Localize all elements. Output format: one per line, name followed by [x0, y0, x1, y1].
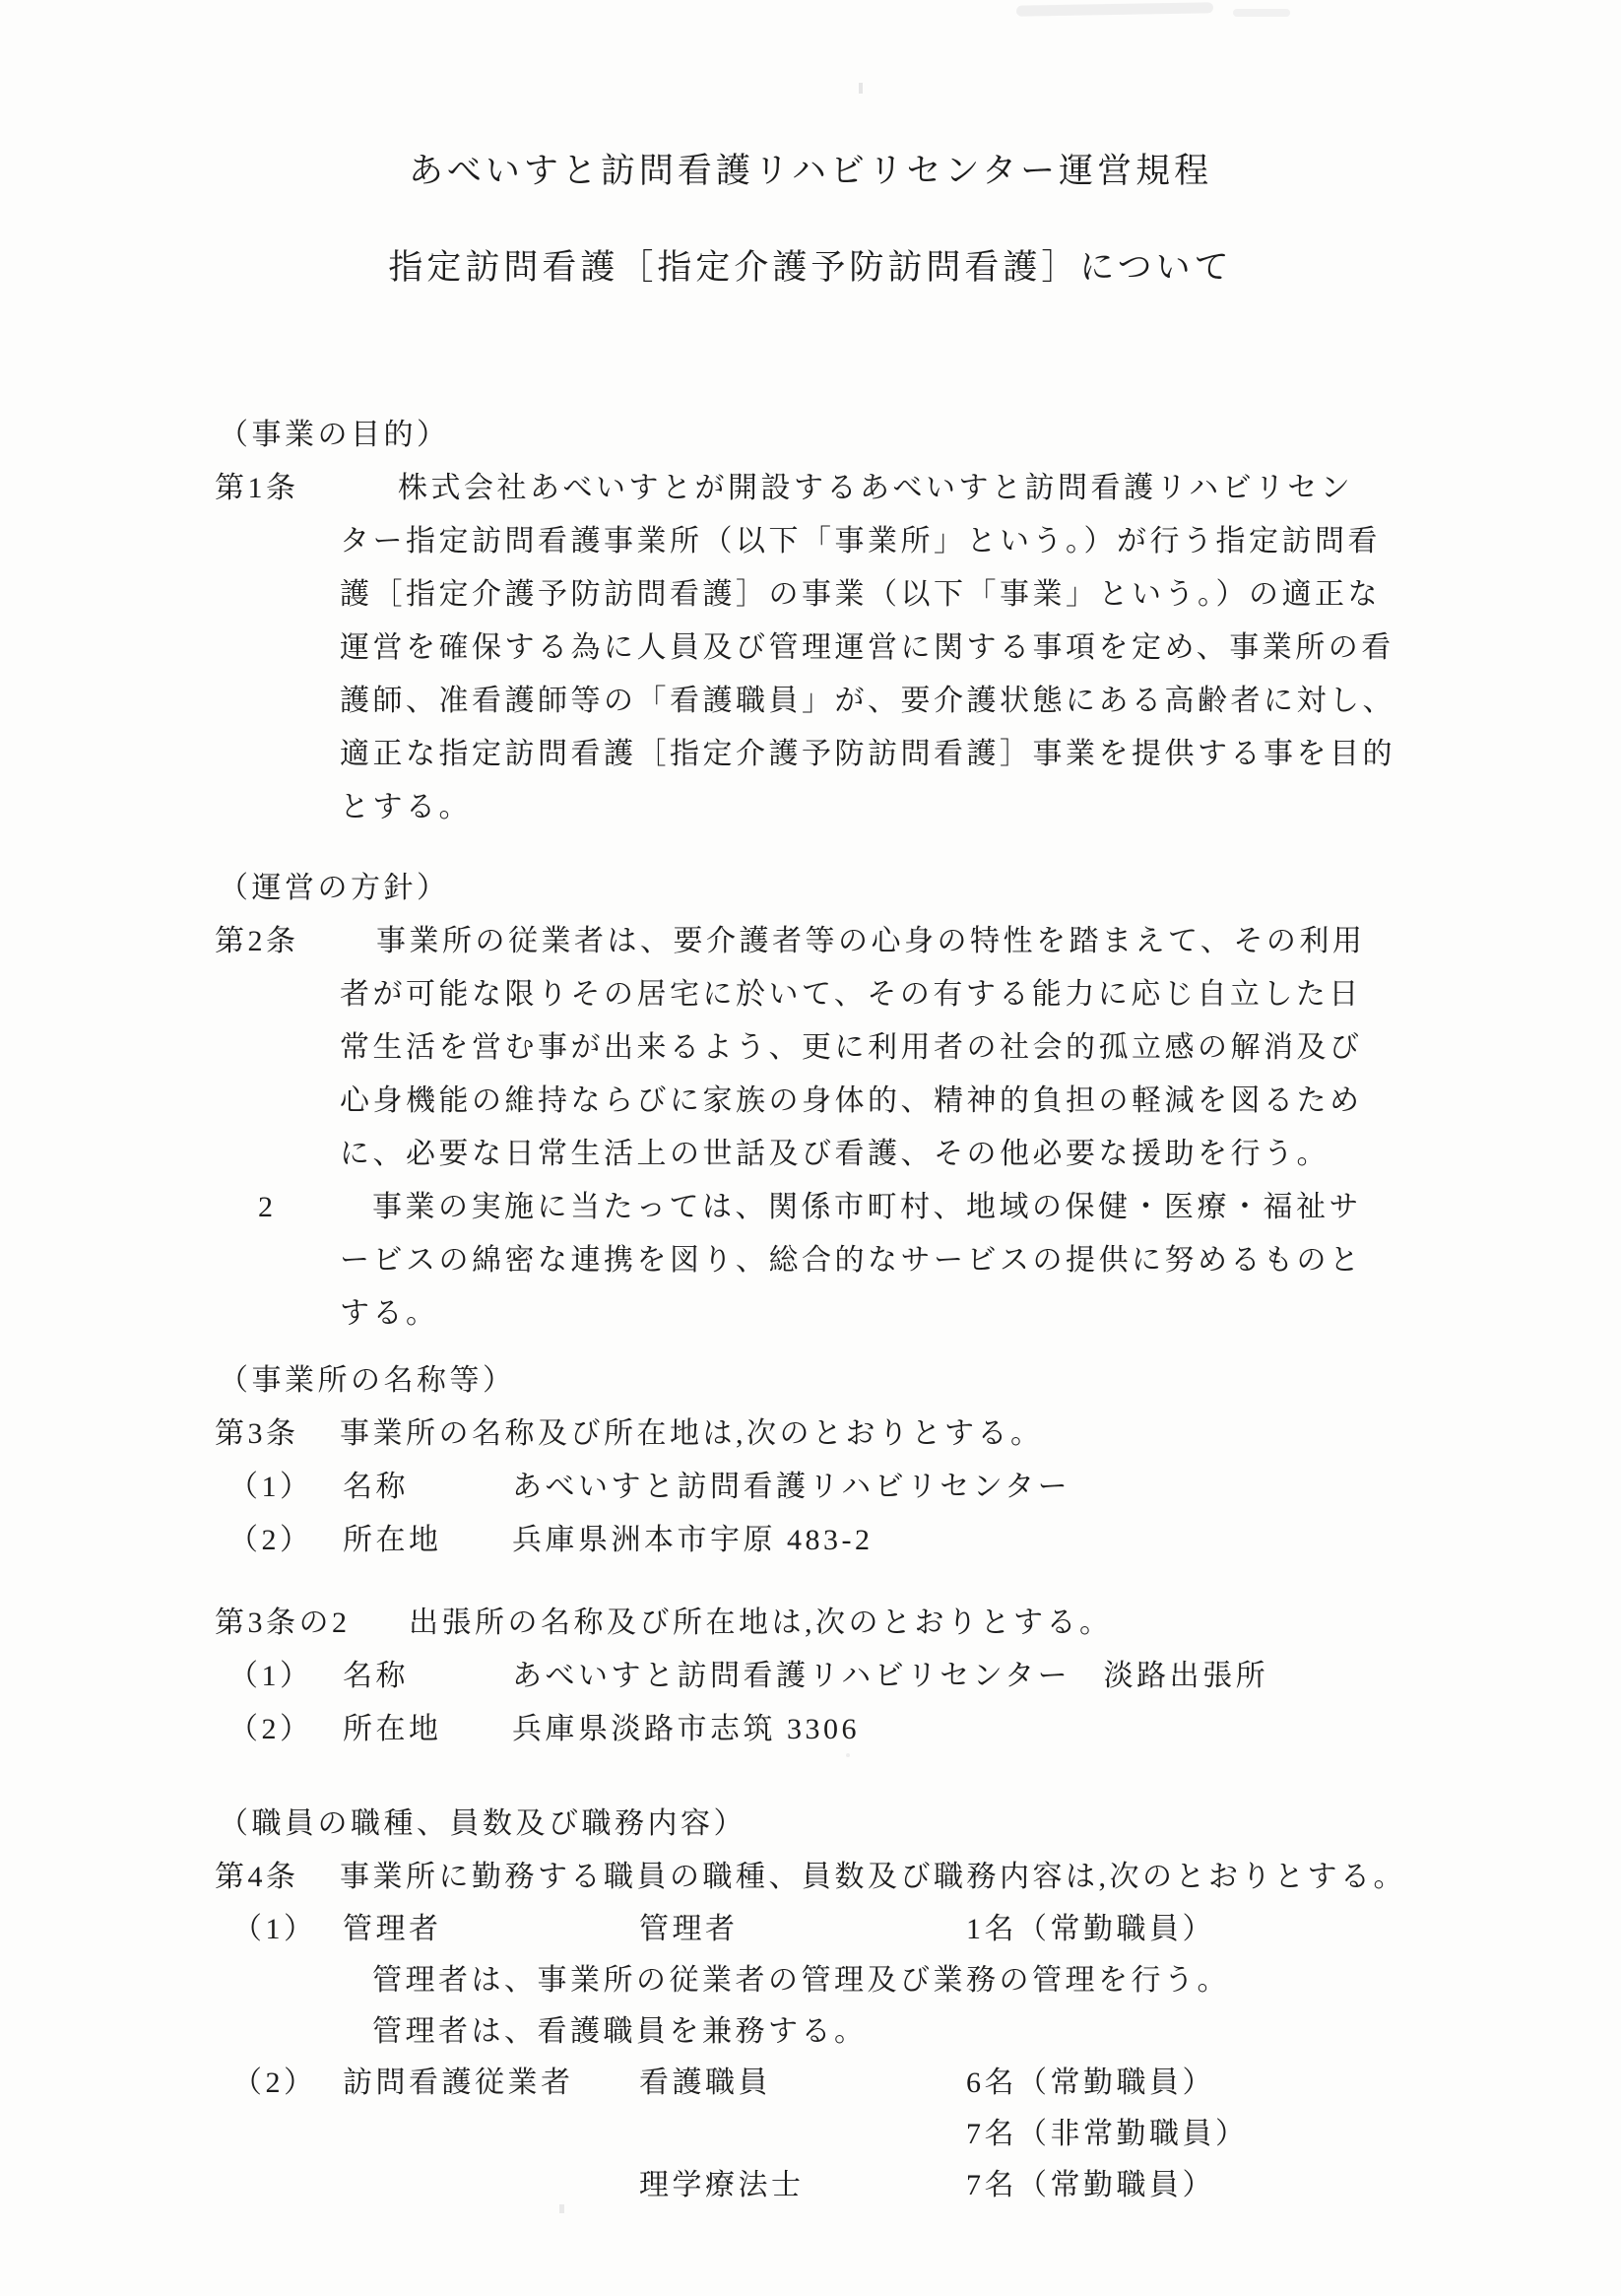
scan-artifact — [559, 2204, 564, 2213]
article-line: 株式会社あべいすとが開設するあべいすと訪問看護リハビリセン — [398, 472, 1354, 504]
staff-position — [639, 2109, 966, 2160]
staff-position: 管理者 — [639, 1913, 739, 1945]
article-label: 第2条 — [215, 925, 299, 957]
document-subtitle: 指定訪問看護［指定介護予防訪問看護］について — [388, 248, 1233, 287]
staff-row — [215, 1904, 1473, 1955]
paragraph-number: 2 — [258, 1191, 277, 1223]
article-line: 運営を確保する為に人員及び管理運営に関する事項を定め、事業所の看 — [340, 631, 1394, 664]
article-body — [340, 915, 1365, 1181]
staff-marker: （1） — [232, 1913, 317, 1945]
item-field: 名称 — [343, 1660, 409, 1692]
article-1 — [215, 462, 1473, 834]
article-3-2 — [215, 1597, 1473, 1650]
article-3 — [215, 1408, 1473, 1461]
item-marker: （1） — [228, 1471, 313, 1503]
article-text: 事業所の名称及び所在地は,次のとおりとする。 — [340, 1417, 1044, 1450]
section-heading-staff: （職員の職種、員数及び職務内容） — [219, 1807, 746, 1840]
article-line: 適正な指定訪問看護［指定介護予防訪問看護］事業を提供する事を目的 — [340, 738, 1395, 770]
article-body — [340, 462, 1395, 834]
section-heading-purpose: （事業の目的） — [219, 419, 450, 451]
article-line: とする。 — [340, 791, 472, 823]
article-2 — [215, 915, 1473, 1181]
article-line: 事業所の従業者は、要介護者等の心身の特性を踏まえて、その利用 — [376, 925, 1366, 957]
article-line: ービスの綿密な連携を図り、総合的なサービスの提供に努めるものと — [340, 1244, 1363, 1277]
article-label: 第3条 — [215, 1417, 299, 1450]
article-line: 常生活を営む事が出来るよう、更に利用者の社会的孤立感の解消及び — [340, 1031, 1363, 1064]
staff-row — [215, 2109, 1473, 2160]
item-value: あべいすと訪問看護リハビリセンター 淡路出張所 — [512, 1660, 1269, 1692]
article-line: する。 — [340, 1297, 439, 1330]
article-line: 事業の実施に当たっては、関係市町村、地域の保健・医療・福祉サ — [372, 1191, 1362, 1223]
staff-row — [215, 2058, 1473, 2109]
staff-count: 6名（常勤職員） — [966, 2066, 1215, 2099]
article-line: 者が可能な限りその居宅に於いて、その有する能力に応じ自立した日 — [340, 978, 1362, 1011]
branch-item-row — [215, 1703, 1473, 1756]
scan-artifact — [846, 1753, 850, 1757]
scan-artifact — [859, 83, 863, 94]
article-line: 護師、准看護師等の「看護職員」が、要介護状態にある高齢者に対し、 — [340, 685, 1395, 717]
staff-marker — [215, 2109, 343, 2160]
staff-count: 1名（常勤職員） — [966, 1913, 1215, 1945]
staff-marker — [215, 2160, 343, 2211]
article-line: 心身機能の維持ならびに家族の身体的、精神的負担の軽減を図るため — [340, 1084, 1363, 1117]
item-value: 兵庫県洲本市宇原 483-2 — [512, 1524, 874, 1556]
staff-count: 7名（常勤職員） — [966, 2169, 1215, 2201]
item-value: 兵庫県淡路市志筑 3306 — [512, 1713, 860, 1745]
article-line: に、必要な日常生活上の世話及び看護、その他必要な援助を行う。 — [340, 1138, 1329, 1170]
staff-category: 訪問看護従業者 — [343, 2066, 574, 2099]
office-item-row — [215, 1514, 1473, 1567]
section-heading-office: （事業所の名称等） — [219, 1364, 516, 1397]
branch-item-row — [215, 1650, 1473, 1703]
item-marker: （2） — [228, 1524, 313, 1556]
staff-marker: （2） — [232, 2066, 317, 2099]
staff-position: 理学療法士 — [639, 2169, 805, 2201]
article-line: 護［指定介護予防訪問看護］の事業（以下「事業」という。）の適正な — [340, 578, 1381, 611]
office-item-row — [215, 1461, 1473, 1514]
article-label: 第3条の2 — [215, 1607, 351, 1639]
manager-note: 管理者は、事業所の従業者の管理及び業務の管理を行う。 — [372, 1964, 1230, 1997]
document-title: あべいすと訪問看護リハビリセンター運営規程 — [408, 152, 1213, 190]
section-heading-policy: （運営の方針） — [219, 872, 450, 904]
paragraph-body — [340, 1181, 1363, 1341]
staff-count: 7名（非常勤職員） — [966, 2118, 1249, 2150]
staff-category: 管理者 — [343, 1913, 442, 1945]
staff-row — [215, 2160, 1473, 2211]
item-field: 所在地 — [343, 1524, 442, 1556]
scan-artifact — [1233, 9, 1290, 17]
manager-note: 管理者は、看護職員を兼務する。 — [372, 2015, 868, 2048]
item-field: 名称 — [343, 1471, 409, 1503]
staff-position: 看護職員 — [639, 2066, 771, 2099]
article-text: 出張所の名称及び所在地は,次のとおりとする。 — [409, 1607, 1113, 1639]
article-label: 第4条 — [215, 1861, 299, 1893]
item-field: 所在地 — [343, 1713, 442, 1745]
staff-category — [343, 2109, 639, 2160]
article-2-paragraph-2 — [215, 1181, 1473, 1341]
item-value: あべいすと訪問看護リハビリセンター — [512, 1471, 1071, 1503]
article-line: ター指定訪問看護事業所（以下「事業所」という。）が行う指定訪問看 — [340, 525, 1381, 558]
staff-category — [343, 2160, 639, 2211]
article-text: 事業所に勤務する職員の職種、員数及び職務内容は,次のとおりとする。 — [340, 1861, 1406, 1893]
article-label: 第1条 — [215, 472, 299, 504]
article-4 — [215, 1851, 1473, 1904]
item-marker: （1） — [228, 1660, 313, 1692]
item-marker: （2） — [228, 1713, 313, 1745]
